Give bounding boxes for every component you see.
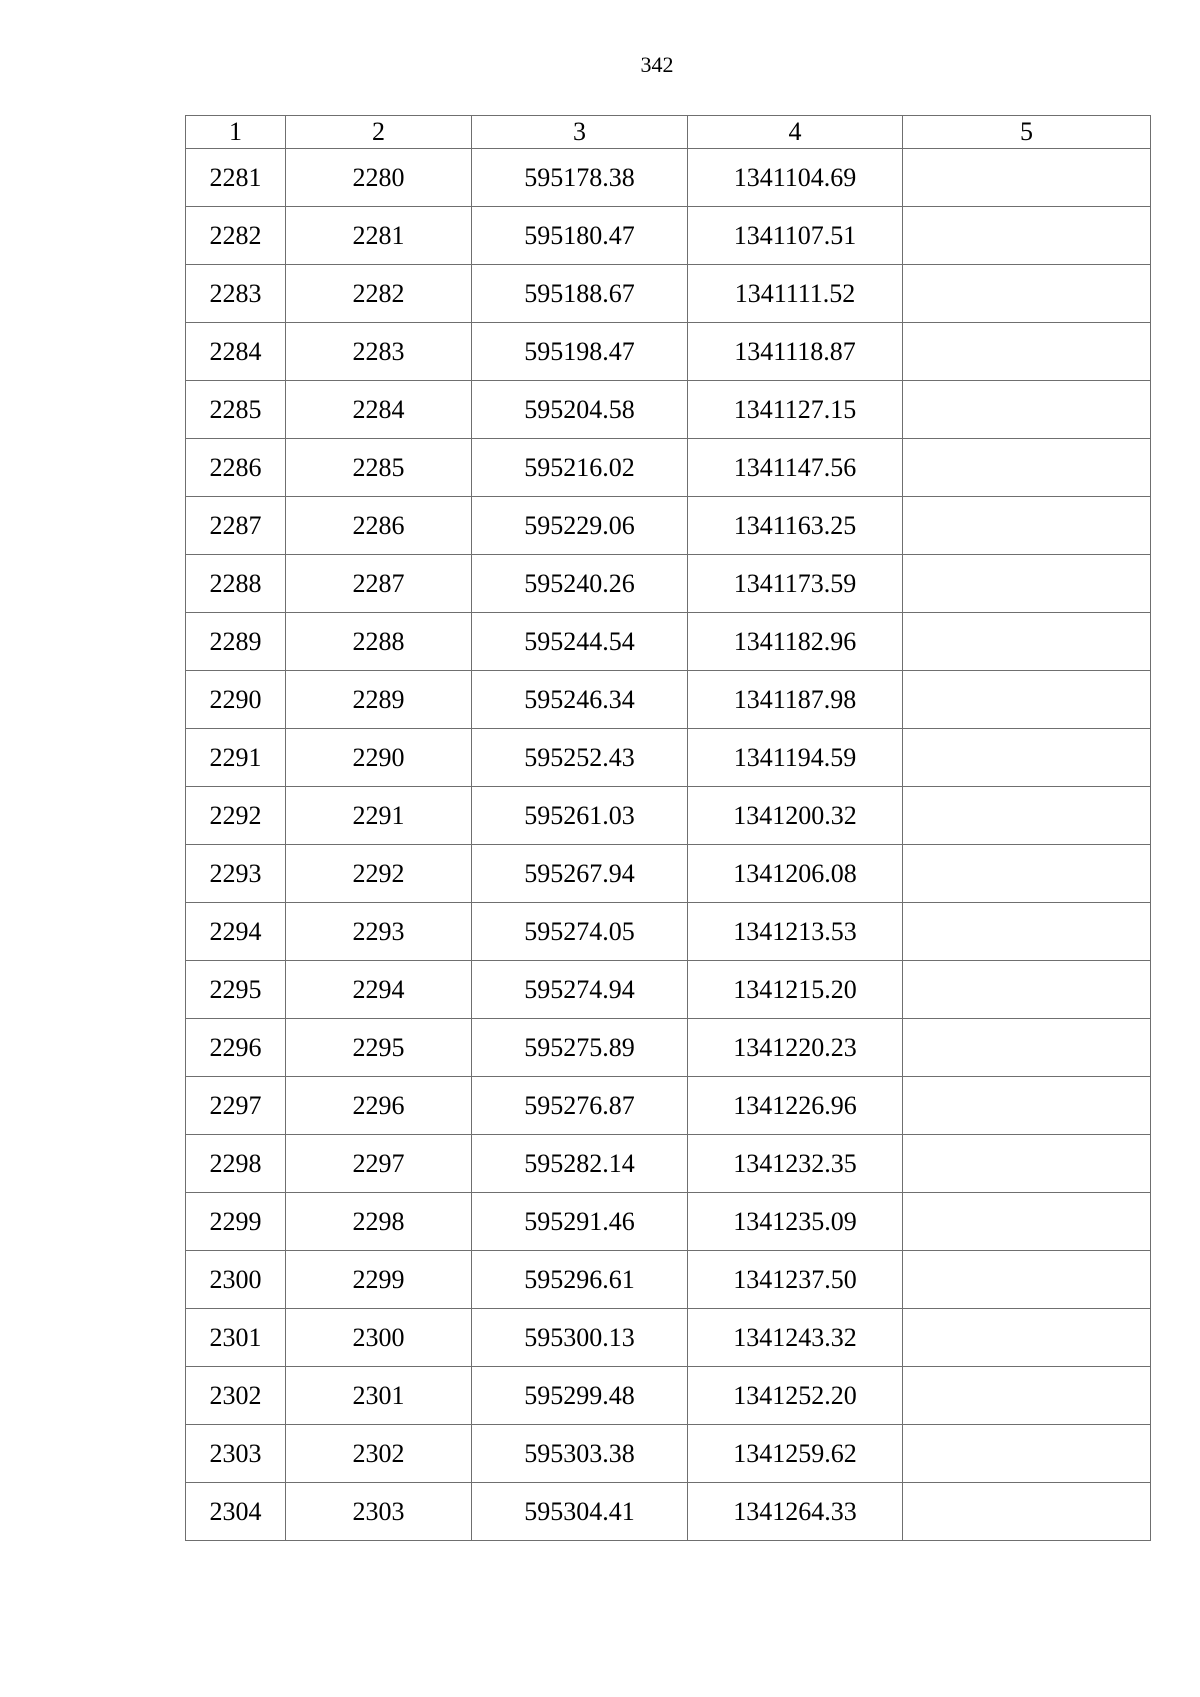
table-cell-col-4: 1341173.59: [688, 555, 903, 613]
table-row: [186, 323, 1151, 381]
table-cell-col-1: 2301: [186, 1309, 286, 1367]
table-cell-col-4: 1341111.52: [688, 265, 903, 323]
table-row: [186, 903, 1151, 961]
table-cell-col-1: 2295: [186, 961, 286, 1019]
table-cell-col-3: 595229.06: [472, 497, 688, 555]
table-cell-col-3: 595296.61: [472, 1251, 688, 1309]
table-row: [186, 1309, 1151, 1367]
table-cell-col-3: 595188.67: [472, 265, 688, 323]
table-cell-col-5: [903, 1367, 1151, 1425]
table-cell-col-2: 2281: [286, 207, 472, 265]
table-body: [186, 149, 1151, 1541]
table-cell-col-1: 2303: [186, 1425, 286, 1483]
table-cell-col-5: [903, 497, 1151, 555]
table-cell-col-2: 2280: [286, 149, 472, 207]
table-cell-col-5: [903, 787, 1151, 845]
table-row: [186, 497, 1151, 555]
table-cell-col-5: [903, 961, 1151, 1019]
table-cell-col-5: [903, 381, 1151, 439]
table-cell-col-2: 2287: [286, 555, 472, 613]
table-cell-col-4: 1341259.62: [688, 1425, 903, 1483]
table-cell-col-2: 2301: [286, 1367, 472, 1425]
table-cell-col-2: 2302: [286, 1425, 472, 1483]
table-cell-col-1: 2288: [186, 555, 286, 613]
table-cell-col-4: 1341118.87: [688, 323, 903, 381]
table-row: [186, 671, 1151, 729]
table-cell-col-2: 2294: [286, 961, 472, 1019]
table-cell-col-2: 2286: [286, 497, 472, 555]
table-cell-col-2: 2289: [286, 671, 472, 729]
coordinates-table: [185, 115, 1151, 1541]
table-cell-col-3: 595246.34: [472, 671, 688, 729]
table-cell-col-4: 1341213.53: [688, 903, 903, 961]
table-cell-col-1: 2296: [186, 1019, 286, 1077]
table-cell-col-3: 595282.14: [472, 1135, 688, 1193]
table-cell-col-5: [903, 149, 1151, 207]
table-row: [186, 1367, 1151, 1425]
table-cell-col-1: 2293: [186, 845, 286, 903]
table-cell-col-1: 2291: [186, 729, 286, 787]
table-row: [186, 1251, 1151, 1309]
table-cell-col-4: 1341104.69: [688, 149, 903, 207]
table-cell-col-5: [903, 903, 1151, 961]
table-row: [186, 961, 1151, 1019]
table-cell-col-3: 595244.54: [472, 613, 688, 671]
table-cell-col-5: [903, 613, 1151, 671]
table-cell-col-2: 2288: [286, 613, 472, 671]
table-row: [186, 439, 1151, 497]
table-cell-col-5: [903, 439, 1151, 497]
table-row: [186, 1193, 1151, 1251]
table-cell-col-5: [903, 671, 1151, 729]
table-cell-col-3: 595180.47: [472, 207, 688, 265]
table-cell-col-4: 1341182.96: [688, 613, 903, 671]
table-cell-col-2: 2303: [286, 1483, 472, 1541]
table-row: [186, 265, 1151, 323]
table-cell-col-4: 1341194.59: [688, 729, 903, 787]
table-cell-col-4: 1341220.23: [688, 1019, 903, 1077]
table-cell-col-5: [903, 1251, 1151, 1309]
table-cell-col-5: [903, 729, 1151, 787]
column-header-2: 2: [286, 116, 472, 149]
table-row: [186, 149, 1151, 207]
table-cell-col-5: [903, 1135, 1151, 1193]
table-cell-col-3: 595261.03: [472, 787, 688, 845]
table-row: [186, 1019, 1151, 1077]
table-row: [186, 729, 1151, 787]
table-cell-col-4: 1341232.35: [688, 1135, 903, 1193]
table-cell-col-1: 2294: [186, 903, 286, 961]
table-cell-col-2: 2293: [286, 903, 472, 961]
table-cell-col-3: 595303.38: [472, 1425, 688, 1483]
column-header-1: 1: [186, 116, 286, 149]
table-header-row: [186, 116, 1151, 149]
table-cell-col-1: 2298: [186, 1135, 286, 1193]
table-cell-col-1: 2281: [186, 149, 286, 207]
table-cell-col-5: [903, 845, 1151, 903]
table-cell-col-3: 595276.87: [472, 1077, 688, 1135]
table-cell-col-2: 2299: [286, 1251, 472, 1309]
table-cell-col-3: 595252.43: [472, 729, 688, 787]
table-cell-col-2: 2295: [286, 1019, 472, 1077]
table-cell-col-1: 2282: [186, 207, 286, 265]
table-cell-col-2: 2298: [286, 1193, 472, 1251]
table-cell-col-5: [903, 323, 1151, 381]
table-cell-col-1: 2284: [186, 323, 286, 381]
table-cell-col-1: 2302: [186, 1367, 286, 1425]
table-cell-col-2: 2291: [286, 787, 472, 845]
table-cell-col-2: 2292: [286, 845, 472, 903]
table-cell-col-1: 2297: [186, 1077, 286, 1135]
table-cell-col-4: 1341200.32: [688, 787, 903, 845]
table-cell-col-5: [903, 1309, 1151, 1367]
table-row: [186, 1425, 1151, 1483]
table-row: [186, 1135, 1151, 1193]
table-cell-col-3: 595267.94: [472, 845, 688, 903]
table-cell-col-4: 1341107.51: [688, 207, 903, 265]
table-cell-col-3: 595204.58: [472, 381, 688, 439]
table-row: [186, 613, 1151, 671]
table-cell-col-1: 2285: [186, 381, 286, 439]
table-row: [186, 845, 1151, 903]
table-cell-col-3: 595240.26: [472, 555, 688, 613]
table-cell-col-4: 1341243.32: [688, 1309, 903, 1367]
table-cell-col-3: 595178.38: [472, 149, 688, 207]
table-cell-col-4: 1341252.20: [688, 1367, 903, 1425]
table-cell-col-4: 1341147.56: [688, 439, 903, 497]
table-cell-col-3: 595300.13: [472, 1309, 688, 1367]
table-cell-col-3: 595291.46: [472, 1193, 688, 1251]
table-cell-col-4: 1341235.09: [688, 1193, 903, 1251]
column-header-4: 4: [688, 116, 903, 149]
table-cell-col-3: 595275.89: [472, 1019, 688, 1077]
table-cell-col-2: 2290: [286, 729, 472, 787]
table-row: [186, 1483, 1151, 1541]
column-header-5: 5: [903, 116, 1151, 149]
table-cell-col-4: 1341237.50: [688, 1251, 903, 1309]
column-header-3: 3: [472, 116, 688, 149]
table-row: [186, 555, 1151, 613]
page-number: 342: [640, 52, 674, 77]
table-cell-col-2: 2282: [286, 265, 472, 323]
table-cell-col-5: [903, 555, 1151, 613]
table-cell-col-5: [903, 1193, 1151, 1251]
table-cell-col-4: 1341127.15: [688, 381, 903, 439]
table-cell-col-5: [903, 1425, 1151, 1483]
table-cell-col-5: [903, 1483, 1151, 1541]
table-cell-col-1: 2289: [186, 613, 286, 671]
table-cell-col-4: 1341215.20: [688, 961, 903, 1019]
table-cell-col-3: 595304.41: [472, 1483, 688, 1541]
table-cell-col-2: 2296: [286, 1077, 472, 1135]
table-cell-col-4: 1341163.25: [688, 497, 903, 555]
table-cell-col-5: [903, 1019, 1151, 1077]
table-cell-col-2: 2284: [286, 381, 472, 439]
table-cell-col-2: 2297: [286, 1135, 472, 1193]
table-cell-col-1: 2299: [186, 1193, 286, 1251]
table-cell-col-1: 2290: [186, 671, 286, 729]
table-cell-col-3: 595274.05: [472, 903, 688, 961]
table-cell-col-5: [903, 207, 1151, 265]
table-cell-col-5: [903, 265, 1151, 323]
table-cell-col-5: [903, 1077, 1151, 1135]
table-cell-col-1: 2300: [186, 1251, 286, 1309]
table-cell-col-2: 2300: [286, 1309, 472, 1367]
table-cell-col-3: 595274.94: [472, 961, 688, 1019]
table-cell-col-1: 2286: [186, 439, 286, 497]
table-cell-col-4: 1341226.96: [688, 1077, 903, 1135]
table-cell-col-1: 2287: [186, 497, 286, 555]
table-cell-col-2: 2283: [286, 323, 472, 381]
table-cell-col-3: 595299.48: [472, 1367, 688, 1425]
table-row: [186, 1077, 1151, 1135]
table-cell-col-4: 1341264.33: [688, 1483, 903, 1541]
table-cell-col-1: 2304: [186, 1483, 286, 1541]
table-cell-col-3: 595198.47: [472, 323, 688, 381]
table-cell-col-3: 595216.02: [472, 439, 688, 497]
table-row: [186, 787, 1151, 845]
table-row: [186, 381, 1151, 439]
table-cell-col-4: 1341187.98: [688, 671, 903, 729]
table-cell-col-1: 2283: [186, 265, 286, 323]
table-cell-col-4: 1341206.08: [688, 845, 903, 903]
table-row: [186, 207, 1151, 265]
table-cell-col-2: 2285: [286, 439, 472, 497]
table-cell-col-1: 2292: [186, 787, 286, 845]
